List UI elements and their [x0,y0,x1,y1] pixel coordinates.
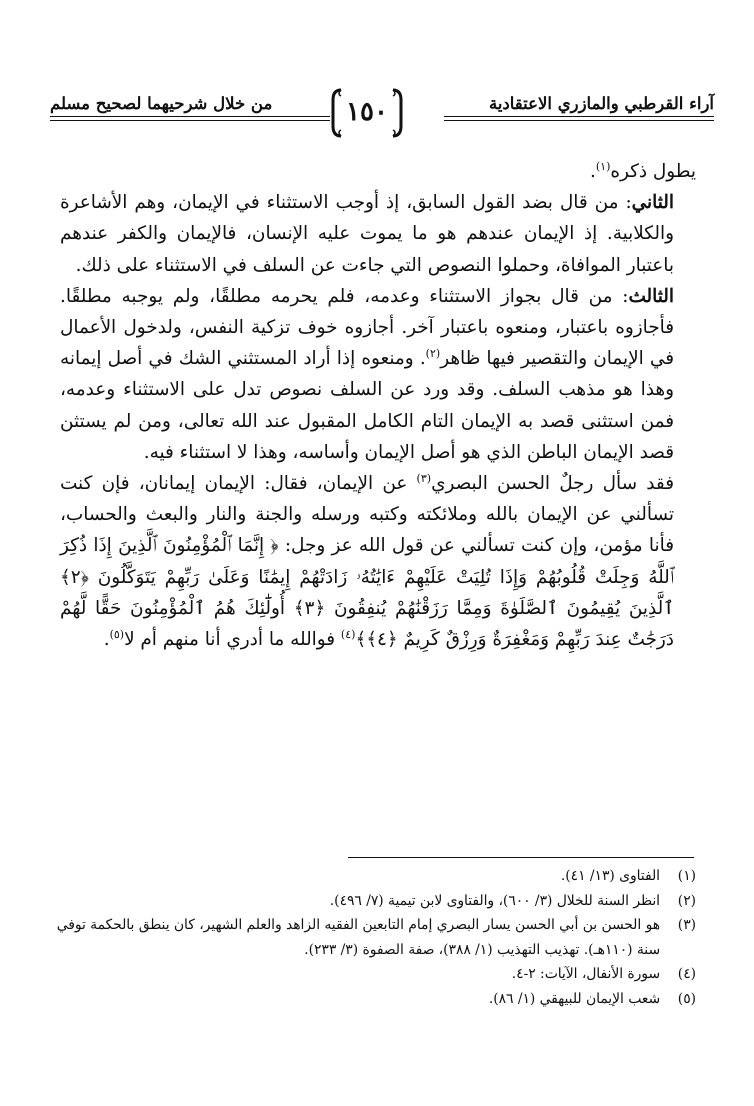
footnote [52,962,696,987]
footnote-text: الفتاوى (١٣/ ٤١). [560,868,660,884]
body-text-run: . ومنعوه إذا أراد المستثني الشك في أصل إيمانه وهذا هو مذهب السلف. وقد ورد عن السلف نصوص تدل على الاستثناء وعدمه، فمن استثنى قصد به الإيمان التام الكامل المقبول عند الله تعالى، ومن لم يستثن قصد الإيمان الباطن الذي هو أصل الإيمان وأساسه، وهذا لا استثناء فيه. [60,348,674,463]
page-number: ١٥٠ [346,97,388,127]
body-text [60,156,696,655]
section-label: الثاني [631,192,674,214]
footnote [52,864,696,889]
footnotes [52,864,696,1011]
body-text-run: ﴾ [355,629,367,651]
running-header [40,84,714,154]
footnote-text: شعب الإيمان للبيهقي (١/ ٨٦). [488,990,660,1007]
footnote-number: (٣) [677,917,696,933]
footnote-number: (٢) [677,892,696,909]
section-label: الثالث [628,285,674,307]
footnote-ref: (٢) [425,347,441,361]
footnote-ref: (٤) [340,627,356,641]
footnote-text: هو الحسن بن أبي الحسن يسار البصري إمام التابعين الفقيه الزاهد والعلم الشهير، كان ينطق بالحكمة توفي سنة (١١٠هـ). تهذيب التهذيب (١/ ٣٨٨)، صفة الصفوة (٣/ ٢٣٣). [56,917,660,958]
footnote [52,987,696,1012]
paragraph [60,187,696,281]
body-text-run: فوالله ما أدري أنا منهم أم لا [124,629,341,651]
header-rule [50,116,330,117]
footnote-ref: (١) [595,159,611,173]
body-text-run: : من قال بضد القول السابق، إذ أوجب الاستثناء في الإيمان، وهم الأشاعرة والكلابية. إذ الإيمان عندهم هو ما يموت عليه الإنسان، فالإيمان والكفر عندهم باعتبار الموافاة، وحملوا النصوص التي جاءت عن السلف في الاستثناء على ذلك. [60,192,674,276]
footnote-number: (٤) [677,966,696,982]
header-book-title: آراء القرطبي والمازري الاعتقادية [488,94,714,113]
paragraph [60,156,696,187]
header-rule [444,116,714,117]
quran-verse: إِنَّمَا ٱلْمُؤْمِنُونَ ٱلَّذِينَ إِذَا ذُكِرَ ٱللَّهُ وَجِلَتْ قُلُوبُهُمْ وَإِذَا تُلِيَتْ عَلَيْهِمْ ءَايَٰتُهُۥ زَادَتْهُمْ إِيمَٰنًا وَعَلَىٰ رَبِّهِمْ يَتَوَكَّلُونَ ﴿٢﴾ ٱلَّذِينَ يُقِيمُونَ ٱلصَّلَوٰةَ وَمِمَّا رَزَقْنَٰهُمْ يُنفِقُونَ ﴿٣﴾ أُولَٰٓئِكَ هُمُ ٱلْمُؤْمِنُونَ حَقًّا لَّهُمْ دَرَجَٰتٌ عِندَ رَبِّهِمْ وَمَغْفِرَةٌ وَرِزْقٌ كَرِيمٌ ﴿٤﴾ [60,535,674,651]
footnote-text: سورة الأنفال، الآيات: ٢-٤. [511,966,660,982]
paragraph [60,281,696,468]
footnote-number: (٥) [677,990,696,1007]
body-text-run: يطول ذكره [610,161,696,182]
footnote-number: (١) [677,868,696,884]
body-text-run: فقد سأل رجلٌ الحسن البصري [431,473,674,495]
body-text-run: عن الإيمان، فقال: الإيمان إيمانان، فإن كنت تسألني عن الإيمان بالله وملائكته وكتبه ورسله والجنة والنار والبعث والحساب، فأنا مؤمن، وإن كنت تسألني عن قول الله عز وجل: ﴿ [60,473,674,557]
footnote [52,913,696,962]
body-text-run: . [589,161,596,182]
header-rule [444,120,714,121]
body-text-run: . [103,629,110,651]
paragraph [60,468,696,655]
footnote [52,889,696,914]
footnote-separator [348,857,694,858]
page-number-frame [327,86,407,140]
footnote-text: انظر السنة للخلال (٣/ ٦٠٠)، والفتاوى لابن تيمية (٧/ ٤٩٦). [329,892,660,909]
footnote-ref: (٣) [416,471,432,485]
header-rule [50,120,330,121]
footnote-ref: (٥) [109,627,125,641]
body-text-run: : من قال بجواز الاستثناء وعدمه، فلم يحرمه مطلقًا، ولم يوجبه مطلقًا. فأجازوه باعتبار، ومنعوه باعتبار آخر. أجازوه خوف تزكية النفس، ولدخول الأعمال في الإيمان والتقصير فيها ظاهر [60,285,674,370]
header-subtitle: من خلال شرحيهما لصحيح مسلم [50,94,273,113]
